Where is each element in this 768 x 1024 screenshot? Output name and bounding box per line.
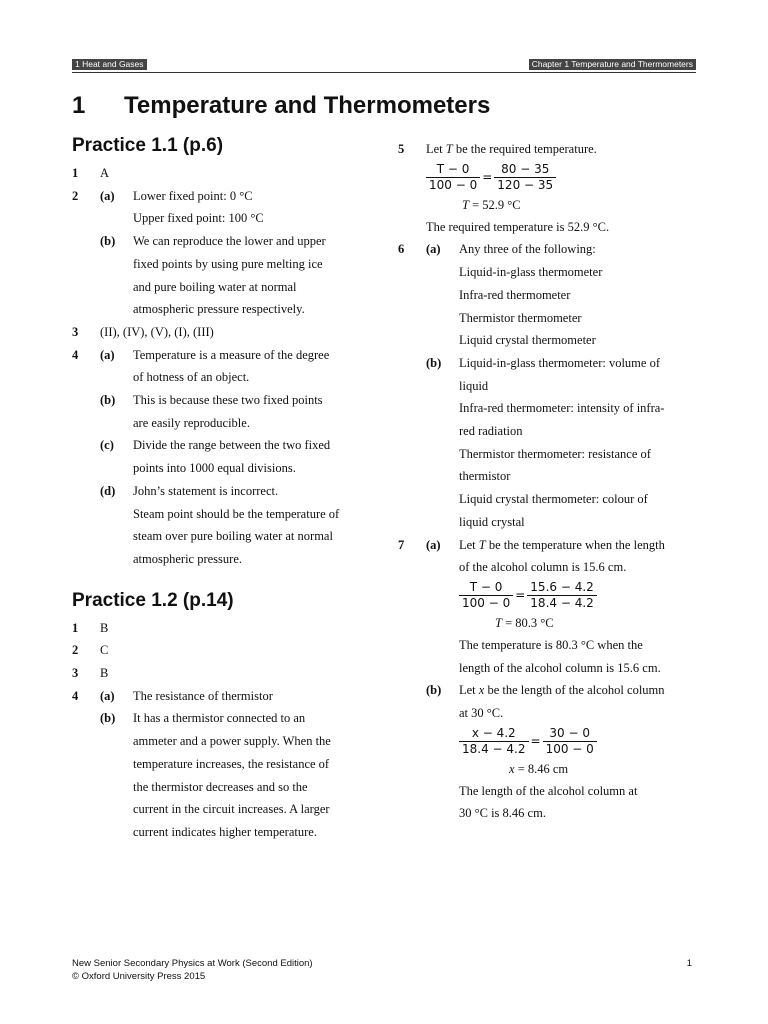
- chapter-number: 1: [72, 92, 86, 119]
- answer-line: Liquid crystal thermometer: colour of: [459, 492, 648, 507]
- numerator: 15.6 − 4.2: [527, 580, 597, 596]
- page-footer: [72, 957, 696, 983]
- fraction: [494, 162, 556, 193]
- question-7: [398, 534, 700, 826]
- answer-line: Lower fixed point: 0 °C: [133, 188, 253, 203]
- right-column: [398, 138, 700, 825]
- answer-line: liquid crystal: [459, 514, 525, 529]
- answer-line: atmospheric pressure respectively.: [133, 302, 305, 317]
- answer-line: Infra-red thermometer: intensity of infra-: [459, 401, 665, 416]
- answer-line: of the alcohol column is 15.6 cm.: [459, 560, 627, 575]
- answer-line: temperature increases, the resistance of: [133, 756, 330, 771]
- answer-line: points into 1000 equal divisions.: [133, 461, 296, 476]
- answer-line: fixed points by using pure melting ice: [133, 256, 323, 271]
- question-number: 3: [72, 324, 79, 339]
- practice-1-2-heading: Practice 1.2 (p.14): [72, 589, 234, 611]
- header-rule: [72, 72, 696, 73]
- answer-line: [459, 534, 700, 557]
- part-b: [100, 389, 372, 434]
- variable: T: [445, 142, 453, 156]
- fraction: [426, 162, 480, 193]
- answer-line: John’s statement is incorrect.: [133, 483, 279, 498]
- page-number: 1: [686, 958, 692, 969]
- text-fragment: be the required temperature.: [452, 142, 597, 156]
- equation: [459, 579, 700, 612]
- answer-line: and pure boiling water at normal: [133, 279, 297, 294]
- question-4: [72, 685, 372, 844]
- denominator: 18.4 − 4.2: [530, 595, 594, 610]
- part-a: [100, 185, 372, 230]
- fraction: [543, 726, 597, 757]
- answer-line: Temperature is a measure of the degree: [133, 347, 330, 362]
- denominator: 100 − 0: [462, 595, 511, 610]
- answer-line: the thermistor decreases and so the: [133, 779, 308, 794]
- answer-line: steam over pure boiling water at normal: [133, 529, 333, 544]
- conclusion-line: The required temperature is 52.9 °C.: [426, 219, 610, 234]
- answer-line: liquid: [459, 378, 489, 393]
- question-number: 4: [72, 347, 79, 362]
- question-number: 2: [72, 643, 79, 658]
- fraction: [527, 580, 597, 611]
- denominator: 18.4 − 4.2: [462, 741, 526, 756]
- answer-line: ammeter and a power supply. When the: [133, 734, 331, 749]
- answer-line: It has a thermistor connected to an: [133, 711, 306, 726]
- practice-1-1-heading: Practice 1.1 (p.6): [72, 135, 224, 156]
- running-header: [72, 58, 696, 71]
- answer-line: Infra-red thermometer: [459, 287, 571, 302]
- part-b: [100, 230, 372, 321]
- denominator: 100 − 0: [545, 741, 594, 756]
- conclusion-line: The length of the alcohol column at: [459, 783, 638, 798]
- question-number: 6: [398, 242, 405, 257]
- question-number: 7: [398, 537, 405, 552]
- part-label: (d): [100, 483, 116, 498]
- equation: [459, 725, 700, 758]
- answer-line: of hotness of an object.: [133, 370, 250, 385]
- numerator: 30 − 0: [543, 726, 597, 742]
- answer-line: thermistor: [459, 469, 511, 484]
- text-fragment: = 80.3 °C: [501, 615, 554, 630]
- question-3: [72, 321, 372, 344]
- answer-text: B: [100, 666, 109, 681]
- equation: [426, 161, 700, 194]
- part-a: [100, 685, 372, 708]
- answer-line: Liquid-in-glass thermometer: [459, 265, 603, 280]
- part-d: [100, 480, 372, 571]
- part-a: [426, 238, 700, 352]
- question-5: [398, 138, 700, 238]
- answer-line: Liquid crystal thermometer: [459, 333, 596, 348]
- question-1: [72, 162, 372, 185]
- answer-line: red radiation: [459, 424, 523, 439]
- text-fragment: = 52.9 °C: [468, 197, 521, 212]
- answer-line: Divide the range between the two fixed: [133, 438, 331, 453]
- fraction: [459, 580, 513, 611]
- text-fragment: Let: [459, 537, 479, 552]
- part-b: [426, 352, 700, 534]
- question-4: [72, 344, 372, 571]
- text-fragment: be the temperature when the length: [485, 537, 665, 552]
- question-3: [72, 662, 372, 685]
- part-label: (a): [100, 688, 115, 703]
- part-label: (a): [426, 537, 441, 552]
- question-1: [72, 617, 372, 640]
- header-left: 1 Heat and Gases: [72, 59, 147, 70]
- part-label: (b): [100, 234, 116, 249]
- part-label: (b): [100, 711, 116, 726]
- variable: x: [509, 761, 515, 776]
- question-6: [398, 238, 700, 533]
- footer-copyright: © Oxford University Press 2015: [72, 971, 206, 982]
- answer-text: B: [100, 620, 109, 635]
- answer-line: The resistance of thermistor: [133, 688, 273, 703]
- variable: T: [495, 615, 502, 630]
- equals-sign: =: [515, 587, 526, 602]
- part-label: (a): [426, 242, 441, 257]
- text-fragment: be the length of the alcohol column: [484, 683, 665, 698]
- part-b: [100, 707, 372, 843]
- answer-line: We can reproduce the lower and upper: [133, 234, 326, 249]
- part-label: (a): [100, 347, 115, 362]
- answer-line: [426, 138, 700, 161]
- variable: T: [478, 537, 486, 552]
- question-number: 1: [72, 620, 79, 635]
- text-fragment: = 8.46 cm: [514, 761, 569, 776]
- answer-line: Upper fixed point: 100 °C: [133, 211, 264, 226]
- part-label: (b): [426, 683, 442, 698]
- fraction: [459, 726, 529, 757]
- answer-line: This is because these two fixed points: [133, 393, 323, 408]
- footer-book-title: New Senior Secondary Physics at Work (Second Edition): [72, 958, 313, 969]
- answer-line: atmospheric pressure.: [133, 551, 242, 566]
- answer-text: (II), (IV), (V), (I), (III): [100, 324, 214, 339]
- part-c: [100, 434, 372, 479]
- result-line: [426, 194, 700, 216]
- numerator: T − 0: [459, 580, 513, 596]
- numerator: T − 0: [426, 162, 480, 178]
- part-label: (b): [426, 355, 442, 370]
- text-fragment: Let: [459, 683, 479, 698]
- numerator: 80 − 35: [494, 162, 556, 178]
- answer-line: current in the circuit increases. A larger: [133, 802, 330, 817]
- denominator: 120 − 35: [497, 177, 554, 192]
- part-a: [426, 534, 700, 680]
- conclusion-line: length of the alcohol column is 15.6 cm.: [459, 660, 661, 675]
- part-a: [100, 344, 372, 389]
- answer-text: C: [100, 643, 109, 658]
- answer-line: Any three of the following:: [459, 242, 596, 257]
- denominator: 100 − 0: [429, 177, 478, 192]
- variable: x: [478, 683, 485, 698]
- answer-line: Liquid-in-glass thermometer: volume of: [459, 355, 660, 370]
- answer-line: at 30 °C.: [459, 706, 504, 721]
- question-number: 1: [72, 166, 79, 180]
- variable: T: [462, 197, 469, 212]
- conclusion-line: The temperature is 80.3 °C when the: [459, 637, 643, 652]
- chapter-title: [72, 92, 490, 120]
- text-fragment: Let: [426, 142, 446, 156]
- chapter-title-text: Temperature and Thermometers: [124, 92, 491, 119]
- question-number: 3: [72, 666, 79, 681]
- answer-line: are easily reproducible.: [133, 415, 250, 430]
- question-2: [72, 639, 372, 662]
- answer-line: Thermistor thermometer: resistance of: [459, 446, 651, 461]
- answer-line: [459, 679, 700, 702]
- answer-line: current indicates higher temperature.: [133, 824, 317, 839]
- part-label: (a): [100, 188, 115, 203]
- header-right: Chapter 1 Temperature and Thermometers: [529, 59, 696, 70]
- question-number: 2: [72, 188, 79, 203]
- question-number: 5: [398, 142, 405, 156]
- question-2: [72, 185, 372, 321]
- answer-line: Steam point should be the temperature of: [133, 506, 340, 521]
- answer-line: Thermistor thermometer: [459, 310, 582, 325]
- question-number: 4: [72, 688, 79, 703]
- numerator: x − 4.2: [459, 726, 529, 742]
- conclusion-line: 30 °C is 8.46 cm.: [459, 806, 546, 821]
- part-label: (b): [100, 393, 116, 408]
- result-line: [459, 612, 700, 634]
- result-line: [459, 758, 700, 780]
- answer-text: A: [100, 166, 110, 180]
- part-b: [426, 679, 700, 825]
- part-label: (c): [100, 438, 114, 453]
- equals-sign: =: [482, 169, 493, 184]
- left-column: [72, 134, 372, 844]
- equals-sign: =: [530, 733, 541, 748]
